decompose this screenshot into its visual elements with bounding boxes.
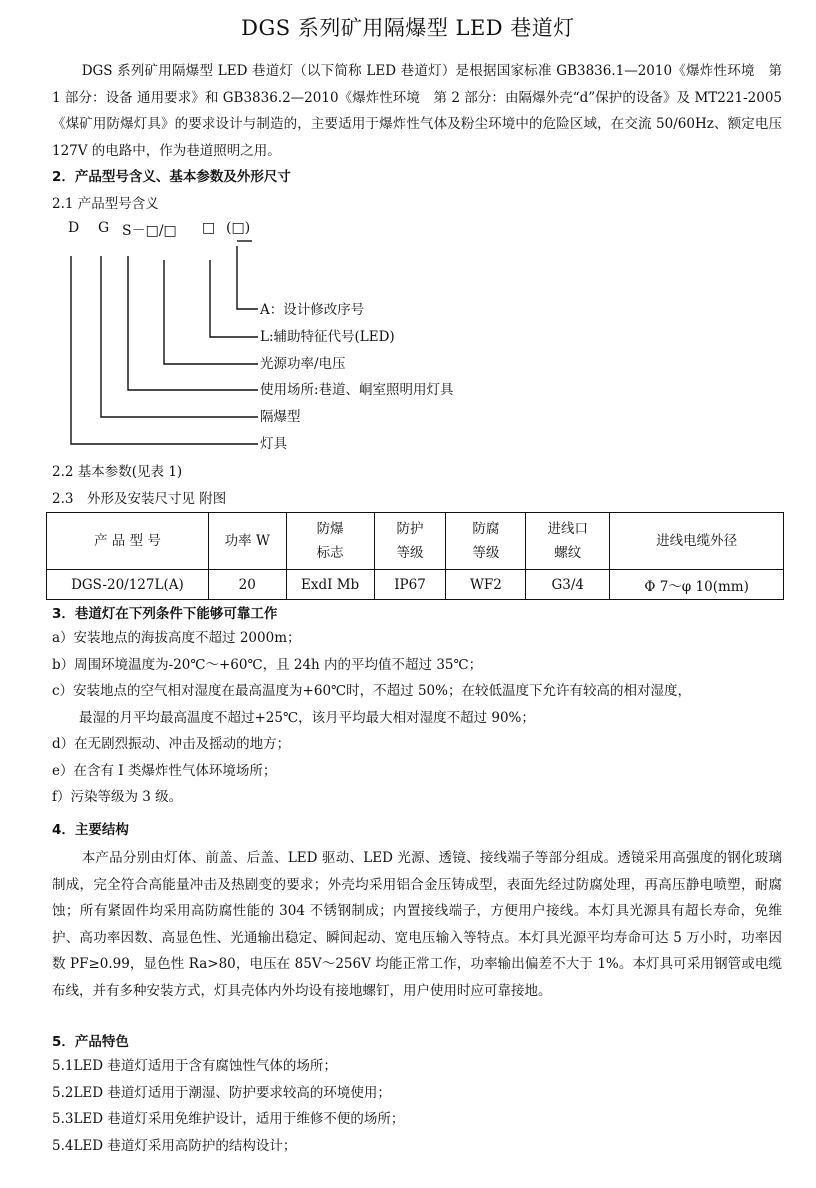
- col-header-protection: 防护 等级: [374, 513, 446, 570]
- table-row: [47, 570, 784, 600]
- col-header-cable-diameter: 进线电缆外径: [610, 513, 784, 570]
- list-item: c）安装地点的空气相对湿度在最高温度为+60℃时，不超过 50%；在较低温度下允许有较高的相对湿度，: [52, 683, 691, 699]
- code-revision: (□): [226, 220, 251, 236]
- code-g: G: [98, 220, 110, 236]
- section-5-heading: 5．产品特色: [52, 1034, 129, 1050]
- section-2-3-heading: 2.3 外形及安装尺寸见 附图: [52, 491, 227, 507]
- list-item: 5.3LED 巷道灯采用免维护设计，适用于维修不便的场所；: [52, 1111, 405, 1127]
- cell-power: 20: [208, 570, 286, 600]
- label-lamp: 灯具: [260, 436, 287, 452]
- col-header-model: 产 品 型 号: [47, 513, 209, 570]
- list-item: 5.4LED 巷道灯采用高防护的结构设计；: [52, 1137, 297, 1154]
- section-4-body: 本产品分别由灯体、前盖、后盖、LED 驱动、LED 光源、透镜、接线端子等部分组成。透镜采用高强度的钢化玻璃制成，完全符合高能量冲击及热剧变的要求；外壳均采用铝合金压铸成型，表面先经过防腐处理，再高压静电喷塑，耐腐蚀；所有紧固件均采用高防腐性能的 304 不锈钢制成；内置接线端子，方便用户接线。本灯具光源具有超长寿命，免维护、高功率因数、高显色性、光通输出稳定、瞬间起动、宽电压输入等特点。本灯具光源平均寿命可达 5 万小时，功率因数 PF≥0.99，显色性 Ra>80，电压在 85V～256V 均能正常工作，功率输出偏差不大于 1%。本灯具可采用钢管或电缆布线，并有多种安装方式，灯具壳体内外均设有接地螺钉，用户使用时应可靠接地。: [52, 850, 782, 999]
- section-2-2-heading: 2.2 基本参数(见表 1): [52, 464, 183, 480]
- label-revision: A：设计修改序号: [260, 302, 365, 318]
- section-3-list: [52, 625, 792, 811]
- document-title: DGS 系列矿用隔爆型 LED 巷道灯: [241, 16, 575, 40]
- list-item-continuation: 最湿的月平均最高温度不超过+25℃，该月平均最大相对湿度不超过 90%；: [79, 709, 535, 726]
- code-aux-feature: □: [202, 220, 216, 236]
- section-2-1-heading: 2.1 产品型号含义: [52, 196, 159, 212]
- list-item: e）在含有 I 类爆炸性气体环境场所；: [52, 762, 277, 779]
- section-3-heading: 3．巷道灯在下列条件下能够可靠工作: [52, 606, 278, 622]
- label-power-voltage: 光源功率/电压: [260, 356, 346, 372]
- list-item: f）污染等级为 3 级。: [52, 789, 183, 805]
- cell-ex-mark: ExdI Mb: [286, 570, 374, 600]
- model-code-diagram: [52, 216, 552, 461]
- col-header-inlet-thread: 进线口 螺纹: [526, 513, 610, 570]
- code-s-power-voltage: S－□/□: [122, 223, 177, 239]
- code-d: D: [68, 220, 80, 236]
- intro-paragraph: DGS 系列矿用隔爆型 LED 巷道灯（以下简称 LED 巷道灯）是根据国家标准 GB3836.1—2010《爆炸性环境 第 1 部分：设备 通用要求》和 GB3836.2—2010《爆炸性环境 第 2 部分：由隔爆外壳“d”保护的设备》及 MT221-2005《煤矿用防爆灯具》的要求设计与制造的，主要适用于爆炸性气体及粉尘环境中的危险区域，在交流 50/60Hz、额定电压 127V 的电路中，作为巷道照明之用。: [52, 63, 782, 159]
- cell-model: DGS-20/127L(A): [47, 570, 209, 600]
- list-item: 5.2LED 巷道灯适用于潮湿、防护要求较高的环境使用；: [52, 1084, 391, 1101]
- cell-inlet-thread: G3/4: [526, 570, 610, 600]
- list-item: a）安装地点的海拔高度不超过 2000m；: [52, 630, 301, 646]
- table-header-row: [47, 513, 784, 570]
- list-item: d）在无剧烈振动、冲击及摇动的地方；: [52, 736, 291, 752]
- section-5-list: [52, 1053, 792, 1159]
- col-header-power: 功率 W: [208, 513, 286, 570]
- list-item: b）周围环境温度为-20℃～+60℃，且 24h 内的平均值不超过 35℃；: [52, 656, 483, 673]
- section-4-heading: 4．主要结构: [52, 822, 129, 838]
- list-item: 5.1LED 巷道灯适用于含有腐蚀性气体的场所；: [52, 1058, 337, 1074]
- cell-anticorrosion: WF2: [446, 570, 526, 600]
- label-usage: 使用场所:巷道、峒室照明用灯具: [260, 382, 454, 398]
- label-explosion-proof: 隔爆型: [260, 409, 301, 425]
- col-header-anticorrosion: 防腐 等级: [446, 513, 526, 570]
- section-2-heading: 2．产品型号含义、基本参数及外形尺寸: [52, 169, 291, 185]
- cell-protection: IP67: [374, 570, 446, 600]
- spec-table: [46, 512, 784, 600]
- cell-cable-diameter: Φ 7～φ 10(mm): [610, 570, 784, 600]
- label-aux-feature: L:辅助特征代号(LED): [260, 329, 395, 345]
- col-header-ex-mark: 防爆 标志: [286, 513, 374, 570]
